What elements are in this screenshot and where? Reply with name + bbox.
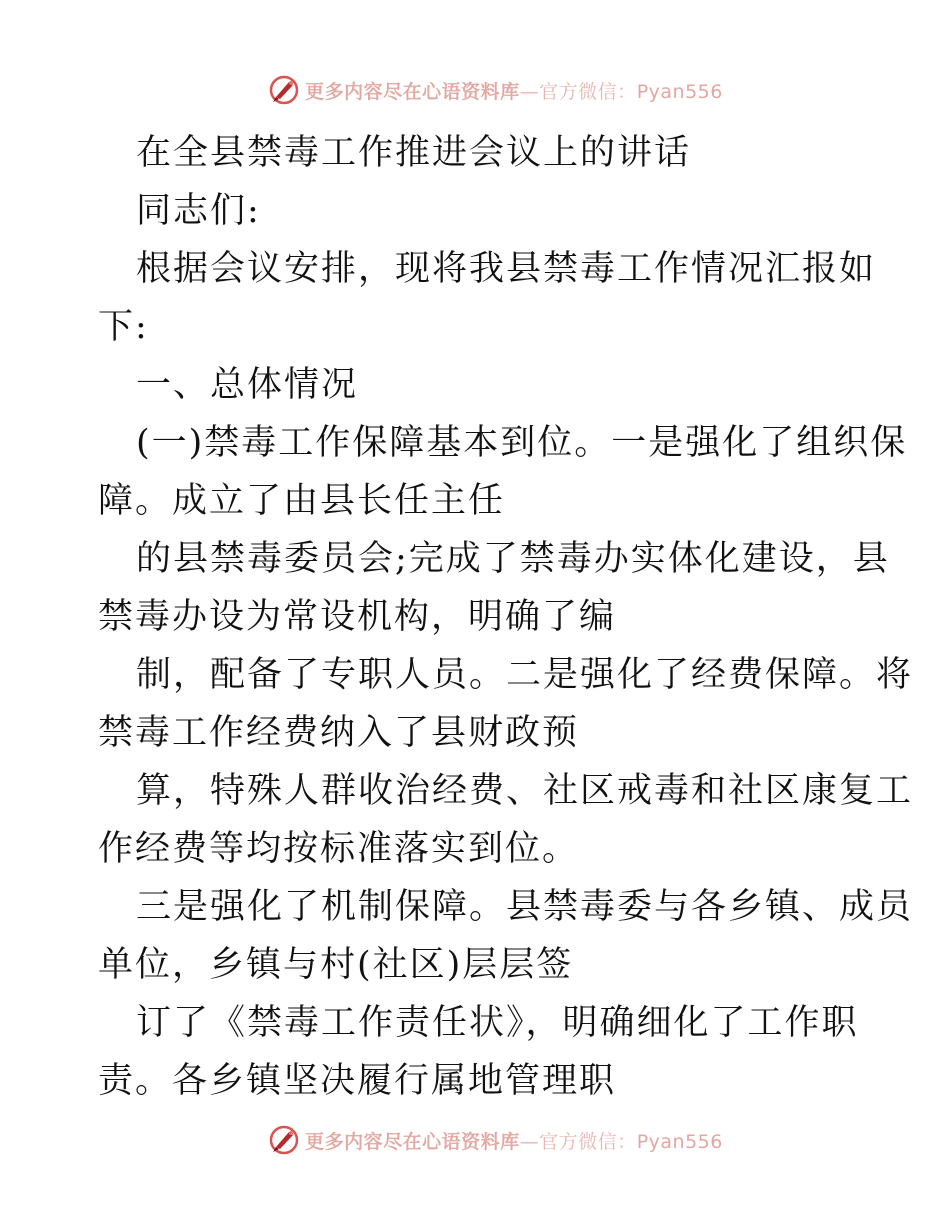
document-body [98,124,914,1110]
text-line: 禁毒工作经费纳入了县财政预 [98,713,580,753]
pen-circle-logo-icon [267,1123,301,1157]
text-line: 下: [98,307,149,347]
pen-circle-logo-icon [267,73,301,107]
header-watermark [0,70,950,110]
text-line: 的县禁毒委员会;完成了禁毒办实体化建设，县 [136,539,890,579]
text-line: 算，特殊人群收治经费、社区戒毒和社区康复工 [136,771,914,811]
footer-watermark [0,1120,950,1160]
salutation: 同志们: [136,191,261,231]
text-line: (一)禁毒工作保障基本到位。一是强化了组织保 [136,423,908,463]
text-line: 禁毒办设为常设机构，明确了编 [98,597,617,637]
text-line: 责。各乡镇坚决履行属地管理职 [98,1061,617,1101]
section-heading: 一、总体情况 [136,365,359,405]
text-line: 制，配备了专职人员。二是强化了经费保障。将 [136,655,914,695]
text-line: 作经费等均按标准落实到位。 [98,829,580,869]
text-line: 根据会议安排，现将我县禁毒工作情况汇报如 [136,249,877,289]
text-line: 三是强化了机制保障。县禁毒委与各乡镇、成员 [136,887,914,927]
watermark-text: 更多内容尽在心语资料库—官方微信：Pyan556 [305,80,723,103]
text-line: 订了《禁毒工作责任状》，明确细化了工作职 [136,1003,859,1043]
text-line: 单位，乡镇与村(社区)层层签 [98,945,574,985]
text-line: 障。成立了由县长任主任 [98,481,506,521]
watermark-text: 更多内容尽在心语资料库—官方微信：Pyan556 [305,1130,723,1153]
document-title: 在全县禁毒工作推进会议上的讲话 [136,133,692,173]
